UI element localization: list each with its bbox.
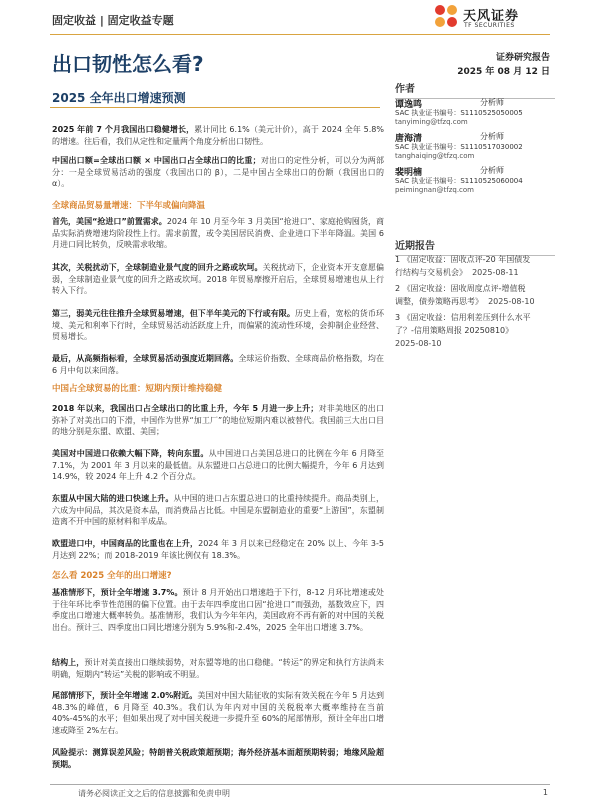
paragraph — [52, 493, 384, 528]
report-date: 2025 年 08 月 12 日 — [457, 67, 550, 77]
risk-warning-text: 风险提示：测算误差风险；特朗普关税政策超预期；海外经济基本面超预期转弱；地缘风险超预期。 — [52, 748, 384, 769]
paragraph-lead: 结构上， — [52, 658, 85, 667]
paragraph-lead: 其次，关税扰动下，全球制造业景气度的回升之路或坎坷。 — [52, 263, 263, 272]
recent-report-date: 2025-08-11 — [472, 268, 519, 277]
authors-heading: 作者 — [395, 80, 555, 99]
author-card — [395, 131, 555, 165]
paragraph-text: 全球运价指数、全球商品价格指数，均在 6 月中旬以来回落。 — [52, 354, 385, 375]
logo-text-en: TF SECURITIES — [464, 22, 515, 29]
author-name: 唐海清 — [395, 134, 423, 144]
paragraph-lead: 美国对中国进口依赖大幅下降，转向东盟。 — [52, 449, 209, 458]
author-card — [395, 165, 555, 199]
recent-report-title: 1 《固定收益：固收点评-20 年国债发 — [395, 255, 531, 264]
report-category: 固定收益 | 固定收益专题 — [52, 14, 174, 27]
author-email[interactable]: peimingnan@tfzq.com — [395, 186, 475, 194]
paragraph-lead: 欧盟进口中，中国商品的比重也在上升， — [52, 539, 199, 548]
author-sac: SAC 执业证书编号：S1110525050005 — [395, 109, 523, 117]
paragraph — [52, 308, 384, 343]
paragraph — [52, 538, 384, 561]
header-divider — [50, 34, 550, 35]
paragraph — [52, 155, 384, 190]
paragraph-text: 累计同比 6.1%（美元计价），高于 2024 全年 5.8%的增速。往后看，我们从定性和定量两个角度分析出口韧性。 — [52, 125, 384, 146]
author-role: 分析师 — [480, 98, 504, 107]
recent-report-date: 2025-08-10 — [395, 339, 442, 348]
paragraph-text: 对出口的定性分析，可以分为两部分：一是全球贸易活动的强度（我国出口的 β），二是中国占全球出口的份额（我国出口的 α）。 — [52, 156, 384, 188]
logo-text-cn: 天风证券 — [463, 9, 520, 24]
paragraph-lead: 东盟从中国大陆的进口快速上升。 — [52, 494, 174, 503]
author-sac: SAC 执业证书编号：S1110517030002 — [395, 143, 523, 151]
author-email[interactable]: tanyiming@tfzq.com — [395, 118, 468, 126]
paragraph — [52, 448, 384, 483]
paragraph-lead: 2018 年以来，我国出口占全球出口的比重上升，今年 5 月进一步上升； — [52, 404, 319, 413]
author-name: 谭逸鸣 — [395, 100, 423, 110]
report-type: 证券研究报告 — [495, 53, 550, 63]
paragraph-text: 预计对美直接出口继续弱势，对东盟等地的出口稳健。“转运”的界定和执行方法尚未明确，短期内“转运”关税的影响或不明显。 — [52, 658, 385, 679]
recent-report-date: 2025-08-10 — [488, 297, 535, 306]
paragraph — [52, 657, 384, 680]
paragraph-lead: 第三，弱美元往往推升全球贸易增速，但下半年美元的下行或有限。 — [52, 309, 295, 318]
paragraph — [52, 403, 384, 438]
paragraph-text: 关税扰动下，企业资本开支意愿偏弱，全球制造业景气度的回升之路或坎坷。2018 年贸易摩擦开启后，全球贸易增速也从上行转入下行。 — [52, 263, 385, 295]
paragraph-lead: 2025 年前 7 个月我国出口稳健增长， — [52, 125, 195, 134]
paragraph-text: 从中国的进口占东盟总进口的比重持续提升。商品类别上，六成为中间品，其次是资本品，而消费品占比低。中国是东盟制造业的重要“上游国”，东盟制造离不开中国的原材料和半成品。 — [52, 494, 384, 526]
paragraph-text: 美国对中国大陆征收的实际有效关税在今年 5 月达到 48.3%的峰值，6 月降至 40.3%。我们认为年内对中国的关税税率大概率维持在当前 40%-45%的水平；但如果出现了对中国关税进一步提升至 60%的尾部情形，预计全年出口增速或降至 2%左右。 — [52, 691, 384, 735]
recent-report-item[interactable] — [395, 311, 560, 350]
paragraph — [52, 690, 384, 736]
paragraph-lead: 最后，从高频指标看，全球贸易活动强度近期回落。 — [52, 354, 239, 363]
paragraph-text: 2024 年 10 月至今年 3 月美国“抢进口”、家庭抢购囤货，商品实际消费增速均阶段性上行。需求前置，或令美国居民消费、企业进口下半年降温。美国 6 月进口同比转负，反映需求收缩。 — [52, 217, 384, 249]
paragraph-text: 从中国进口占美国总进口的比例在今年 6 月降至 7.1%，为 2001 年 3 月以来的最低值。从东盟进口占总进口的比例大幅提升，今年 6 月达到 14.9%，较 2024 年上升 4.2 个百分点。 — [52, 449, 384, 481]
page-number: 1 — [542, 788, 548, 797]
risk-warning — [52, 747, 384, 770]
paragraph-lead: 首先，美国“抢进口”前置需求。 — [52, 217, 167, 226]
recent-report-item[interactable] — [395, 282, 560, 308]
paragraph — [52, 124, 384, 147]
author-sac: SAC 执业证书编号：S1110525060004 — [395, 177, 523, 185]
recent-report-item[interactable] — [395, 253, 560, 279]
recent-report-title: 行结构与交易机会》 — [395, 268, 467, 277]
paragraph — [52, 216, 384, 251]
footer-disclaimer: 请务必阅读正文之后的信息披露和免责申明 — [78, 789, 230, 798]
tf-logo-icon — [433, 3, 459, 29]
paragraph-text: 历史上看，宽松的货币环境、美元和利率下行时，全球贸易活动活跃度上升，而偏紧的流动性环境，会抑制企业经营、贸易增长。 — [52, 309, 384, 341]
recent-reports-heading: 近期报告 — [395, 237, 555, 256]
page-subtitle: 2025 全年出口增速预测 — [52, 91, 186, 105]
paragraph-lead: 尾部情形下，预计全年增速 2.0%附近。 — [52, 691, 198, 700]
section-heading: 怎么看 2025 全年的出口增速? — [52, 571, 172, 581]
author-name: 裴明楠 — [395, 168, 423, 178]
recent-report-title: 3 《固定收益：信用利差压到什么水平 — [395, 313, 531, 322]
section-heading: 中国占全球贸易的比重：短期内预计维持稳健 — [52, 384, 223, 394]
recent-report-title: 2 《固定收益：固收周度点评-增值税 — [395, 284, 526, 293]
author-card — [395, 97, 555, 131]
recent-report-title: 了？-信用策略周报 20250810》 — [395, 326, 514, 335]
paragraph — [52, 587, 384, 633]
paragraph — [52, 262, 384, 297]
author-email[interactable]: tanghaiqing@tfzq.com — [395, 152, 475, 160]
paragraph — [52, 353, 384, 376]
author-role: 分析师 — [480, 166, 504, 175]
footer-divider — [50, 784, 550, 785]
section-heading: 全球商品贸易量增速：下半年或偏向降温 — [52, 201, 206, 211]
paragraph-text: 2024 年 3 月以来已经稳定在 20% 以上、今年 3-5 月达到 22%；而 2018-2019 年该比例仅有 18.3%。 — [52, 539, 384, 560]
paragraph-lead: 基准情形下，预计全年增速 3.7%。 — [52, 588, 183, 597]
brand-logo — [433, 3, 553, 33]
page-title: 出口韧性怎么看? — [52, 52, 204, 76]
recent-report-title: 调整，债券策略再思考》 — [395, 297, 483, 306]
paragraph-text: 预计 8 月开始出口增速趋于下行，8-12 月环比增速或处于往年环比季节性范围的偏下位置。由于去年四季度出口因“抢进口”而强劲，基数效应下，四季度出口增速大概率转负。基准情形，我们认为今年年内，美国政府不再有新的对中国的关税出台。预计三、四季度出口同比增速分别为 5.9%和-2.4%，2025 全年出口增速 3.7%。 — [52, 588, 384, 632]
author-role: 分析师 — [480, 132, 504, 141]
paragraph-lead: 中国出口额=全球出口额 × 中国出口占全球出口的比重； — [52, 156, 261, 165]
paragraph-text: 对非美地区的出口弥补了对美出口的下滑，中国作为世界“加工厂”的地位短期内难以被替代。我国前三大出口目的地分别是东盟、欧盟、美国； — [52, 404, 385, 436]
